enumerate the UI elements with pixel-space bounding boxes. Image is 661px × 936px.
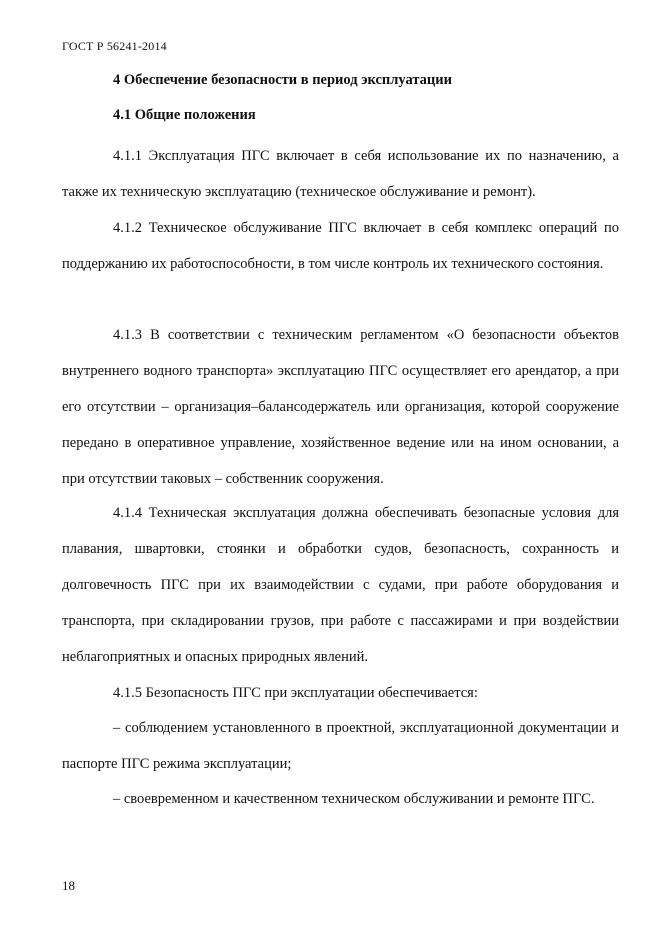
page-number: 18: [62, 878, 75, 893]
paragraph-4-1-3: 4.1.3 В соответствии с техническим регламентом «О безопасности объектов внутреннего водного транспорта» эксплуатацию ПГС осуществляет его арендатор, а при его отсутствии – организация–балансодержатель или организация, которой сооружение передано в оперативное управление, хозяйственное ведение или на ином основании, а при отсутствии таковых – собственник сооружения.: [62, 327, 619, 487]
section-heading: 4 Обеспечение безопасности в период эксплуатации: [113, 72, 452, 88]
document-code-header: ГОСТ Р 56241-2014: [62, 39, 167, 53]
list-item-maintenance: – своевременном и качественном техническом обслуживании и ремонте ПГС.: [113, 791, 595, 807]
paragraph-4-1-2: 4.1.2 Техническое обслуживание ПГС включает в себя комплекс операций по поддержанию их работоспособности, в том числе контроль их технического состояния.: [62, 220, 619, 272]
list-item-compliance: – соблюдением установленного в проектной, эксплуатационной документации и паспорте ПГС режима эксплуатации;: [62, 720, 619, 772]
subsection-heading: 4.1 Общие положения: [113, 107, 256, 123]
paragraph-4-1-5: 4.1.5 Безопасность ПГС при эксплуатации обеспечивается:: [113, 685, 478, 701]
paragraph-4-1-1: 4.1.1 Эксплуатация ПГС включает в себя использование их по назначению, а также их техническую эксплуатацию (техническое обслуживание и ремонт).: [62, 148, 619, 200]
paragraph-4-1-4: 4.1.4 Техническая эксплуатация должна обеспечивать безопасные условия для плавания, швартовки, стоянки и обработки судов, безопасность, сохранность и долговечность ПГС при их взаимодействии с судами, при работе оборудования и транспорта, при складировании грузов, при работе с пассажирами и при воздействии неблагоприятных и опасных природных явлений.: [62, 505, 619, 665]
